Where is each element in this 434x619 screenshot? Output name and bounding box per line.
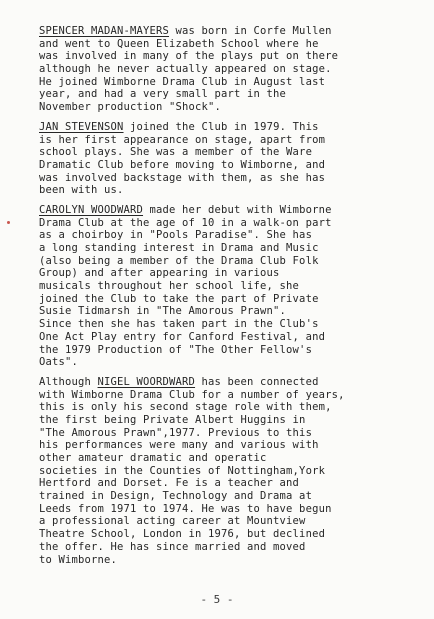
text-segment: school plays. She was a member of the Ware bbox=[39, 146, 313, 159]
text-line bbox=[39, 528, 405, 541]
text-line bbox=[39, 305, 405, 318]
text-line bbox=[39, 465, 405, 478]
text-segment: made her debut with Wimborne bbox=[143, 203, 332, 216]
text-segment: societies in the Counties of Nottingham,York bbox=[39, 464, 326, 477]
text-segment: Since then she has taken part in the Club's bbox=[39, 318, 319, 331]
text-segment: the 1979 Production of "The Other Fellow's bbox=[39, 343, 313, 356]
text-line bbox=[39, 439, 405, 452]
text-line bbox=[39, 280, 405, 293]
text-segment: although he never actually appeared on stage. bbox=[39, 63, 332, 76]
margin-ink-mark bbox=[7, 221, 10, 224]
text-segment: Dramatic Club before moving to Wimborne, and bbox=[39, 158, 326, 171]
text-segment: Theatre School, London in 1976, but declined bbox=[39, 528, 326, 541]
text-line bbox=[39, 121, 405, 134]
person-name: NIGEL WOORDWARD bbox=[97, 375, 196, 388]
bio-paragraph bbox=[39, 25, 405, 114]
text-line bbox=[39, 88, 405, 101]
text-segment: a long standing interest in Drama and Music bbox=[39, 242, 319, 254]
text-segment: Susie Tidmarsh in "The Amorous Prawn". bbox=[39, 305, 287, 318]
bio-paragraph bbox=[39, 204, 405, 369]
text-line bbox=[39, 503, 405, 516]
text-segment: his performances were many and various with bbox=[39, 439, 319, 452]
text-line bbox=[39, 356, 405, 369]
bio-paragraph bbox=[39, 121, 405, 197]
text-line bbox=[39, 204, 405, 217]
text-segment: to Wimborne. bbox=[39, 553, 118, 566]
text-segment: "The Amorous Prawn",1977. Previous to this bbox=[39, 426, 313, 439]
text-line bbox=[39, 376, 405, 389]
text-line bbox=[39, 452, 405, 465]
text-segment: a professional acting career at Mountview bbox=[39, 515, 306, 528]
text-segment: this is only his second stage role with them, bbox=[39, 401, 332, 414]
text-line bbox=[39, 331, 405, 344]
text-segment: Although bbox=[39, 375, 98, 388]
text-line bbox=[39, 318, 405, 331]
text-line bbox=[39, 134, 405, 147]
text-line bbox=[39, 76, 405, 89]
text-line bbox=[39, 242, 405, 255]
text-segment: year, and had a very small part in the bbox=[39, 88, 287, 101]
text-segment: Oats". bbox=[39, 356, 79, 369]
text-segment: November production "Shock". bbox=[39, 101, 222, 114]
text-segment: was born in Corfe Mullen bbox=[169, 25, 332, 37]
page-number: - 5 - bbox=[200, 593, 234, 606]
text-segment: the first being Private Albert Huggins in bbox=[39, 413, 306, 426]
text-line bbox=[39, 50, 405, 63]
text-segment: as a choirboy in "Pools Paradise". She has bbox=[39, 229, 313, 242]
text-line bbox=[39, 38, 405, 51]
text-segment: Hertford and Dorset. Fe is a teacher and bbox=[39, 477, 300, 490]
text-segment: has been connected bbox=[195, 375, 319, 388]
text-segment: Drama Club at the age of 10 in a walk-on part bbox=[39, 216, 332, 229]
person-name: JAN STEVENSON bbox=[39, 120, 124, 133]
text-line bbox=[39, 146, 405, 159]
text-segment: the offer. He has since married and moved bbox=[39, 540, 306, 553]
text-line bbox=[39, 293, 405, 306]
page-body bbox=[39, 25, 405, 573]
text-line bbox=[39, 255, 405, 268]
text-segment: and went to Queen Elizabeth School where he bbox=[39, 37, 319, 50]
text-line bbox=[39, 229, 405, 242]
text-line bbox=[39, 159, 405, 172]
text-line bbox=[39, 515, 405, 528]
text-segment: musicals throughout her school life, she bbox=[39, 280, 300, 293]
text-segment: (also being a member of the Drama Club Folk bbox=[39, 254, 319, 267]
person-name: SPENCER MADAN-MAYERS bbox=[39, 25, 170, 37]
text-segment: other amateur dramatic and operatic bbox=[39, 452, 267, 464]
text-line bbox=[39, 63, 405, 76]
text-segment: joined the Club to take the part of Private bbox=[39, 292, 319, 305]
text-segment: Leeds from 1971 to 1974. He was to have begun bbox=[39, 502, 332, 515]
text-segment: trained in Design, Technology and Drama at bbox=[39, 490, 313, 503]
text-segment: joined the Club in 1979. This bbox=[123, 120, 319, 133]
text-segment: was involved backstage with them, as she has bbox=[39, 171, 326, 184]
text-segment: with Wimborne Drama Club for a number of years, bbox=[39, 388, 345, 401]
text-line bbox=[39, 477, 405, 490]
text-line bbox=[39, 490, 405, 503]
text-segment: Group) and after appearing in various bbox=[39, 267, 280, 280]
text-line bbox=[39, 389, 405, 402]
text-line bbox=[39, 217, 405, 230]
text-line bbox=[39, 554, 405, 567]
text-line bbox=[39, 344, 405, 357]
text-line bbox=[39, 414, 405, 427]
text-line bbox=[39, 541, 405, 554]
text-segment: been with us. bbox=[39, 184, 124, 197]
text-segment: is her first appearance on stage, apart from bbox=[39, 133, 326, 146]
text-line bbox=[39, 401, 405, 414]
text-line bbox=[39, 172, 405, 185]
text-line bbox=[39, 25, 405, 38]
text-segment: He joined Wimborne Drama Club in August last bbox=[39, 75, 326, 88]
bio-paragraph bbox=[39, 376, 405, 566]
text-line bbox=[39, 184, 405, 197]
text-line bbox=[39, 427, 405, 440]
text-line bbox=[39, 267, 405, 280]
text-line bbox=[39, 101, 405, 114]
text-segment: was involved in many of the plays put on there bbox=[39, 50, 339, 63]
text-segment: One Act Play entry for Canford Festival, and bbox=[39, 330, 326, 343]
person-name: CAROLYN WOODWARD bbox=[39, 203, 144, 216]
